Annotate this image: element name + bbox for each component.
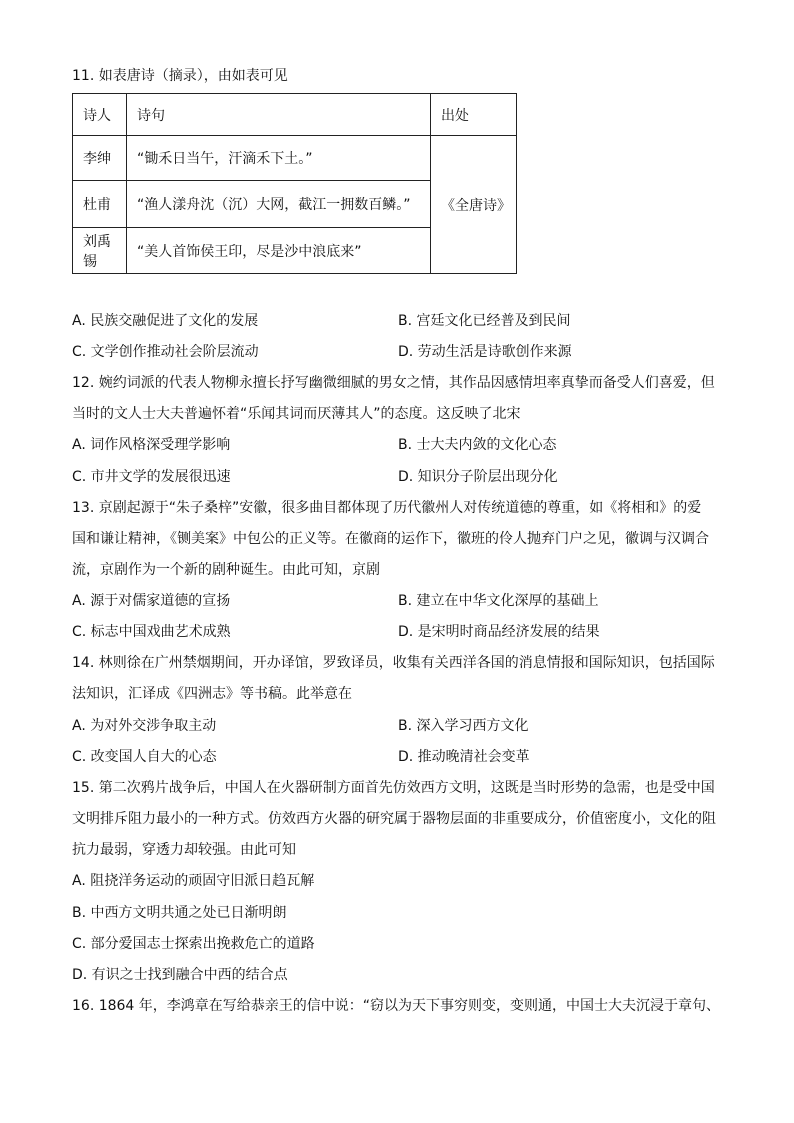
q12-stem-line-2: 当时的文人士大夫普遍怀着“乐闻其词而厌薄其人”的态度。这反映了北宋: [72, 406, 521, 422]
q14-option-c[interactable]: C. 改变国人自大的心态: [72, 749, 217, 765]
q12-stem-line-1: 12. 婉约词派的代表人物柳永擅长抒写幽微细腻的男女之情，其作品因感情坦率真挚而备受人们喜爱，但: [72, 375, 715, 391]
q13-option-c[interactable]: C. 标志中国戏曲艺术成熟: [72, 624, 231, 640]
q13-option-a[interactable]: A. 源于对儒家道德的宣扬: [72, 593, 231, 609]
header-verse: 诗句: [127, 94, 431, 136]
q14-stem-line-1: 14. 林则徐在广州禁烟期间，开办译馆，罗致译员，收集有关西洋各国的消息情报和国际知识，包括国际: [72, 655, 715, 671]
q15-option-d[interactable]: D. 有识之士找到融合中西的结合点: [72, 967, 288, 983]
q12-option-c[interactable]: C. 市井文学的发展很迅速: [72, 469, 231, 485]
q11-option-b[interactable]: B. 宫廷文化已经普及到民间: [398, 313, 571, 329]
q15-stem-line-2: 文明排斥阻力最小的一种方式。仿效西方火器的研究属于器物层面的非重要成分，价值密度小，文化的阻: [72, 811, 716, 827]
q11-option-a[interactable]: A. 民族交融促进了文化的发展: [72, 313, 259, 329]
table-header-row: [73, 94, 517, 136]
poet-cell: 李绅: [73, 136, 127, 181]
poet-cell: 杜甫: [73, 181, 127, 228]
q12-option-d[interactable]: D. 知识分子阶层出现分化: [398, 469, 558, 485]
verse-cell: “美人首饰侯王印，尽是沙中浪底来”: [127, 228, 431, 274]
q15-stem-line-1: 15. 第二次鸦片战争后，中国人在火器研制方面首先仿效西方文明，这既是当时形势的急需，也是受中国: [72, 780, 715, 796]
q14-option-d[interactable]: D. 推动晚清社会变革: [398, 749, 530, 765]
source-cell: 《全唐诗》: [431, 136, 517, 274]
q15-stem-line-3: 抗力最弱，穿透力却较强。由此可知: [72, 842, 296, 858]
q15-option-b[interactable]: B. 中西方文明共通之处已日渐明朗: [72, 905, 287, 921]
header-source: 出处: [431, 94, 517, 136]
verse-cell: “渔人漾舟沈（沉）大网，截江一拥数百鳞。”: [127, 181, 431, 228]
table-row: [73, 136, 517, 181]
poem-table: [72, 93, 517, 274]
q13-stem-line-3: 流，京剧作为一个新的剧种诞生。由此可知，京剧: [72, 562, 380, 578]
q13-option-d[interactable]: D. 是宋明时商品经济发展的结果: [398, 624, 600, 640]
poet-cell: 刘禹锡: [73, 228, 127, 274]
q16-stem-line-1: 16. 1864 年，李鸿章在写给恭亲王的信中说：“窃以为天下事穷则变，变则通，中国士大夫沉浸于章句、: [72, 998, 721, 1014]
q14-option-b[interactable]: B. 深入学习西方文化: [398, 718, 529, 734]
q13-stem-line-1: 13. 京剧起源于“朱子桑梓”安徽，很多曲目都体现了历代徽州人对传统道德的尊重，如《将相和》的爱: [72, 500, 702, 516]
q13-stem-line-2: 国和谦让精神，《铡美案》中包公的正义等。在徽商的运作下，徽班的伶人抛弃门户之见，徽调与汉调合: [72, 531, 709, 547]
header-poet: 诗人: [73, 94, 127, 136]
q14-option-a[interactable]: A. 为对外交涉争取主动: [72, 718, 217, 734]
q12-option-a[interactable]: A. 词作风格深受理学影响: [72, 437, 231, 453]
q13-option-b[interactable]: B. 建立在中华文化深厚的基础上: [398, 593, 599, 609]
q15-option-a[interactable]: A. 阻挠洋务运动的顽固守旧派日趋瓦解: [72, 873, 315, 889]
q12-option-b[interactable]: B. 士大夫内敛的文化心态: [398, 437, 557, 453]
verse-cell: “锄禾日当午，汗滴禾下土。”: [127, 136, 431, 181]
q14-stem-line-2: 法知识，汇译成《四洲志》等书稿。此举意在: [72, 686, 352, 702]
q11-option-d[interactable]: D. 劳动生活是诗歌创作来源: [398, 344, 572, 360]
q15-option-c[interactable]: C. 部分爱国志士探索出挽救危亡的道路: [72, 936, 315, 952]
q11-option-c[interactable]: C. 文学创作推动社会阶层流动: [72, 344, 259, 360]
q11-stem: 11. 如表唐诗（摘录），由如表可见: [72, 68, 288, 84]
